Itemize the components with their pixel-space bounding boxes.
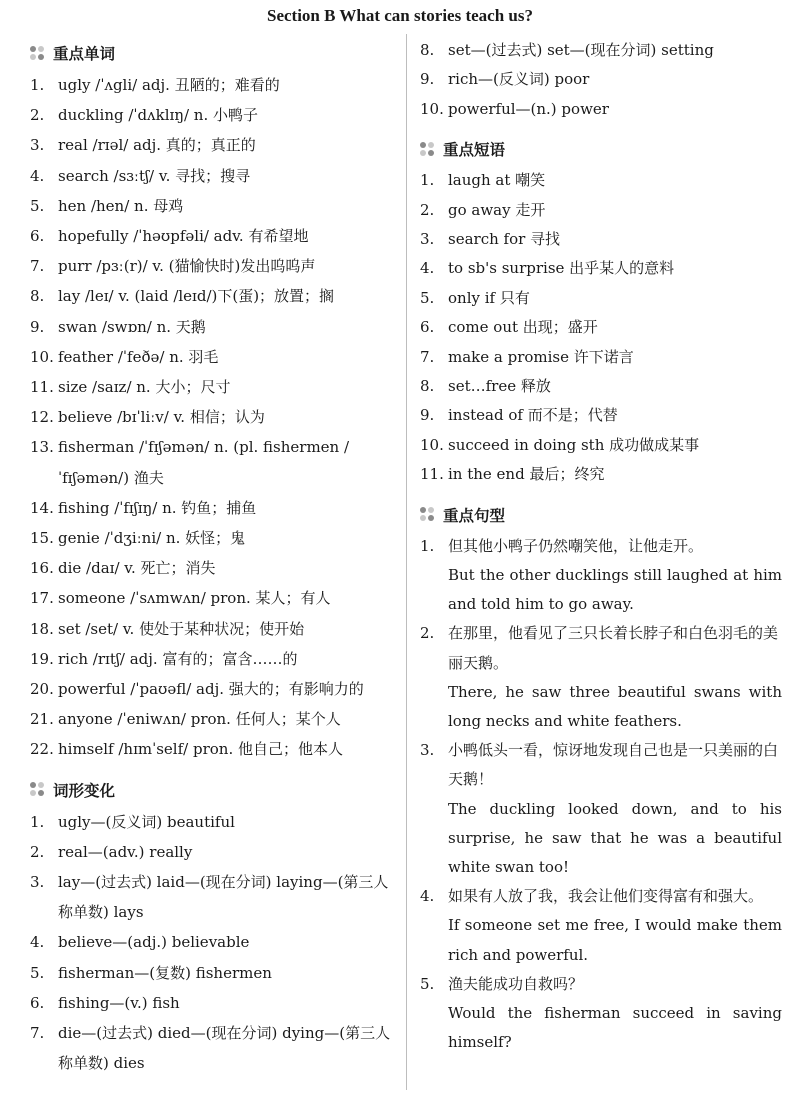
section-title: 重点短语 (443, 141, 506, 160)
sentence-english: There, he saw three beautiful swans with long necks and white feathers. (448, 682, 782, 730)
list-item: 22. himself /hɪmˈself/ pron. 他自己；他本人 (30, 740, 343, 759)
list-item: 21. anyone /ˈeniwʌn/ pron. 任何人；某个人 (30, 710, 341, 729)
list-item: 3. lay—(过去式) laid—(现在分词) laying—(第三人称单数) lays (30, 873, 389, 922)
sentence-list (420, 532, 782, 1058)
sentence-chinese: 如果有人放了我，我会让他们变得富有和强大。 (448, 887, 764, 906)
section-title: 词形变化 (53, 781, 116, 800)
list-item: 6. fishing—(v.) fish (30, 993, 180, 1012)
list-item: 5. 渔夫能成功自救吗？ Would the fisherman succeed in saving himself? (420, 970, 782, 1058)
list-item: 6. hopefully /ˈhəʊpfəli/ adv. 有希望地 (30, 227, 309, 246)
list-item: 3. search for 寻找 (420, 230, 561, 249)
column-divider (406, 34, 407, 1090)
list-item: 10. feather /ˈfeðə/ n. 羽毛 (30, 347, 219, 366)
list-item: 7. make a promise 许下诺言 (420, 347, 634, 366)
list-item: 8. set…free 释放 (420, 377, 551, 396)
section-title: 重点句型 (443, 506, 506, 525)
list-item: 5. fisherman—(复数) fishermen (30, 963, 272, 982)
list-item: 12. believe /bɪˈliːv/ v. 相信；认为 (30, 408, 265, 427)
list-item: 8. set—(过去式) set—(现在分词) setting (420, 41, 714, 59)
sentence-english: The duckling looked down, and to his surprise, he saw that he was a beautiful white swan too! (448, 799, 782, 876)
list-item: 11. size /saɪz/ n. 大小；尺寸 (30, 378, 231, 397)
sentence-chinese: 渔夫能成功自救吗？ (448, 974, 584, 993)
list-item: 4. to sb's surprise 出乎某人的意料 (420, 259, 675, 278)
word-form-list-continued (420, 36, 782, 124)
list-item: 11. in the end 最后；终究 (420, 465, 605, 484)
sentence-english: But the other ducklings still laughed at him and told him to go away. (448, 565, 782, 614)
words-section (30, 38, 396, 765)
list-item: 9. rich—(反义词) poor (420, 70, 590, 89)
list-item: 4. believe—(adj.) believable (30, 933, 250, 952)
sentences-section (420, 500, 782, 1058)
dots-icon (420, 142, 435, 157)
list-item: 2. go away 走开 (420, 200, 546, 219)
list-item: 7. purr /pɜː(r)/ v. (猫愉快时)发出呜呜声 (30, 257, 316, 276)
list-item: 16. die /daɪ/ v. 死亡；消失 (30, 559, 216, 578)
list-item: 9. swan /swɒn/ n. 天鹅 (30, 317, 206, 336)
list-item: 5. only if 只有 (420, 288, 530, 307)
list-item: 1. ugly—(反义词) beautiful (30, 812, 235, 831)
page-title: Section B What can stories teach us? (266, 6, 533, 25)
sentence-chinese: 小鸭低头一看，惊讶地发现自己也是一只美丽的白天鹅！ (448, 741, 779, 789)
list-item: 18. set /set/ v. 使处于某种状况；使开始 (30, 619, 305, 638)
list-item: 2. duckling /ˈdʌklɪŋ/ n. 小鸭子 (30, 106, 258, 125)
sentence-chinese: 在那里，他看见了三只长着长脖子和白色羽毛的美丽天鹅。 (448, 624, 779, 672)
list-item: 7. die—(过去式) died—(现在分词) dying—(第三人称单数) dies (30, 1024, 391, 1073)
list-item: 9. instead of 而不是；代替 (420, 406, 618, 425)
list-item: 1. ugly /ˈʌgli/ adj. 丑陋的；难看的 (30, 76, 280, 94)
phrase-list (420, 166, 782, 489)
word-form-list (30, 807, 396, 1079)
list-item: 20. powerful /ˈpaʊəfl/ adj. 强大的；有影响力的 (30, 680, 364, 699)
list-item: 13. fisherman /ˈfɪʃəmən/ n. (pl. fishermen /ˈfɪʃəmən/) 渔夫 (30, 438, 350, 487)
list-item: 19. rich /rɪtʃ/ adj. 富有的；富含……的 (30, 649, 298, 668)
word-list (30, 70, 396, 765)
section-heading-phrases (420, 134, 782, 164)
list-item: 4. search /sɜːtʃ/ v. 寻找；搜寻 (30, 166, 251, 185)
word-forms-section (30, 775, 396, 1079)
list-item: 1. laugh at 嘲笑 (420, 171, 546, 190)
left-column (30, 38, 396, 1089)
right-column (420, 36, 782, 1067)
list-item: 2. real—(adv.) really (30, 842, 193, 861)
sentence-chinese: 但其他小鸭子仍然嘲笑他，让他走开。 (448, 536, 704, 555)
sentence-english: If someone set me free, I would make them rich and powerful. (448, 916, 782, 964)
section-heading-word-forms (30, 775, 396, 805)
word-forms-continued (420, 36, 782, 124)
dots-icon (420, 507, 435, 522)
section-heading-sentences (420, 500, 782, 530)
list-item: 6. come out 出现；盛开 (420, 318, 598, 337)
dots-icon (30, 782, 45, 797)
sentence-english: Would the fisherman succeed in saving himself? (448, 1003, 782, 1052)
list-item: 5. hen /hen/ n. 母鸡 (30, 196, 184, 215)
list-item: 1. 但其他小鸭子仍然嘲笑他，让他走开。 But the other ducklings still laughed at him and told him to go away. (420, 532, 782, 620)
list-item: 2. 在那里，他看见了三只长着长脖子和白色羽毛的美丽天鹅。 There, he saw three beautiful swans with long necks and white feathers. (420, 619, 782, 736)
list-item: 8. lay /leɪ/ v. (laid /leɪd/)下(蛋)；放置；搁 (30, 287, 335, 306)
list-item: 15. genie /ˈdʒiːni/ n. 妖怪；鬼 (30, 529, 246, 548)
list-item: 10. powerful—(n.) power (420, 99, 609, 118)
section-title: 重点单词 (53, 45, 116, 63)
list-item: 17. someone /ˈsʌmwʌn/ pron. 某人；有人 (30, 589, 331, 608)
list-item: 3. real /rɪəl/ adj. 真的；真正的 (30, 136, 256, 155)
list-item: 4. 如果有人放了我，我会让他们变得富有和强大。 If someone set me free, I would make them rich and powerful. (420, 882, 782, 970)
list-item: 14. fishing /ˈfɪʃɪŋ/ n. 钓鱼；捕鱼 (30, 498, 257, 517)
dots-icon (30, 46, 45, 61)
list-item: 10. succeed in doing sth 成功做成某事 (420, 435, 700, 454)
section-heading-words (30, 38, 396, 68)
list-item: 3. 小鸭低头一看，惊讶地发现自己也是一只美丽的白天鹅！ The duckling looked down, and to his surprise, he saw that he was a beautiful white swan too! (420, 736, 782, 882)
phrases-section (420, 134, 782, 489)
